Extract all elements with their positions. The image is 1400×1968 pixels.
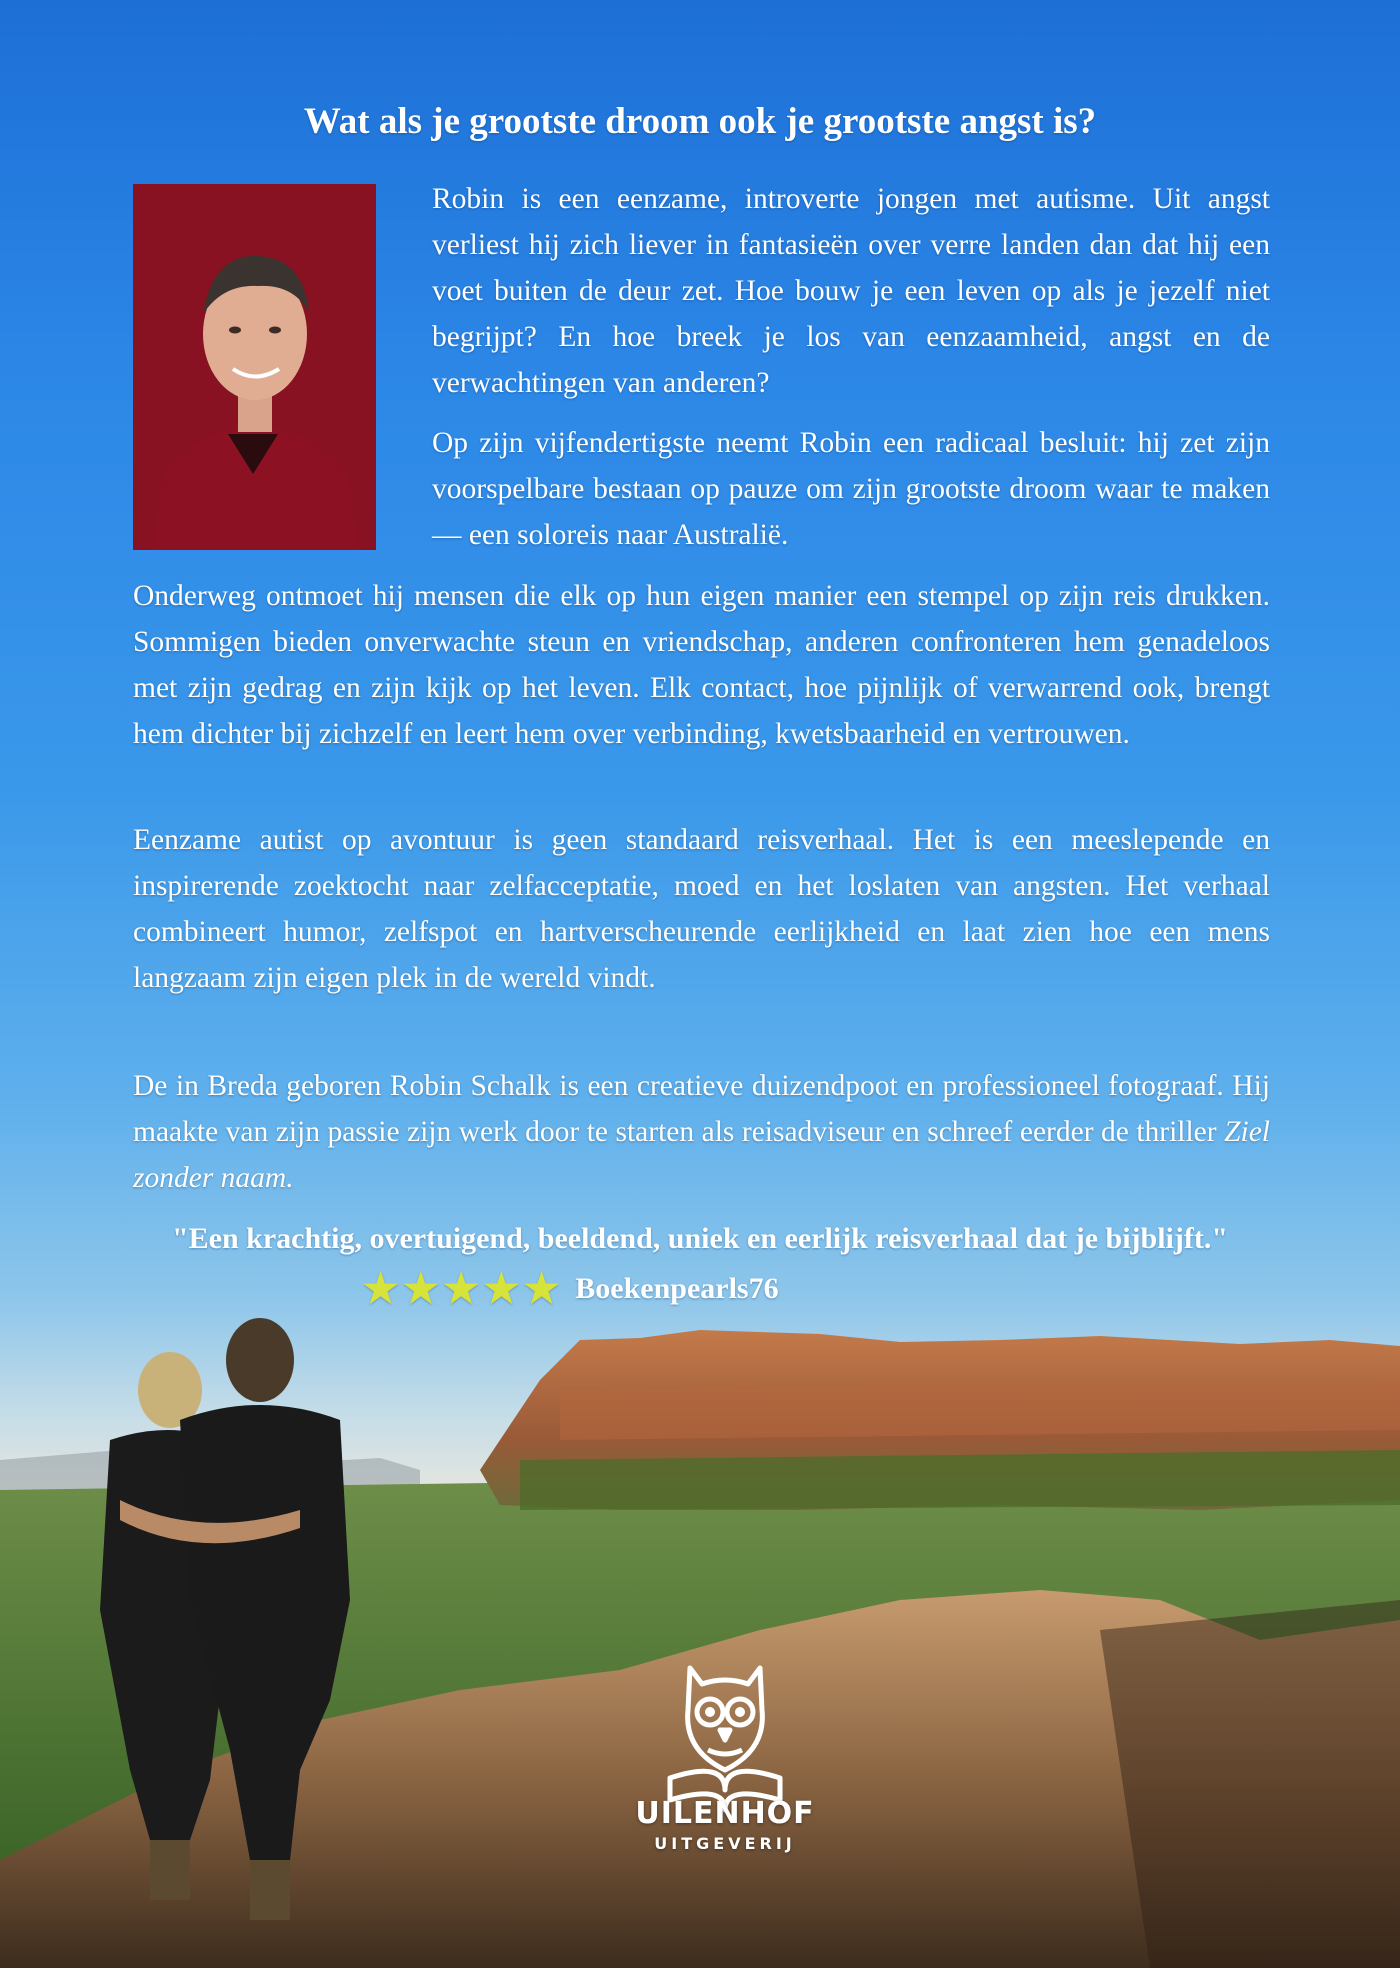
intro-paragraph: Robin is een eenzame, introverte jongen met autisme. Uit angst verliest hij zich liever in fantasieën over verre landen dan dat hij een voet buiten de deur zet. Hoe bouw je een leven op als je jezelf niet begrijpt? En hoe breek je los van eenzaamheid, angst en de verwachtingen van anderen? (432, 183, 1270, 399)
previous-book-title: Ziel zonder naam. (133, 1116, 1270, 1194)
reviewer-name: Boekenpearls76 (575, 1272, 779, 1305)
decision-paragraph: Op zijn vijfendertigste neemt Robin een radicaal besluit: hij zet zijn voorspelbare bestaan op pauze om zijn grootste droom waar te maken — een soloreis naar Australië. (432, 427, 1270, 551)
cover-headline: Wat als je grootste droom ook je grootste angst is? (303, 101, 1097, 142)
star-icon: ★ (521, 1263, 563, 1314)
star-icon: ★ (480, 1263, 522, 1314)
review-rating (360, 1264, 779, 1314)
star-icon: ★ (400, 1263, 442, 1314)
author-photo (133, 184, 376, 550)
star-icon: ★ (360, 1263, 402, 1314)
review-quote: "Een krachtig, overtuigend, beeldend, uniek en eerlijk reisverhaal dat je bijblijft." (171, 1222, 1229, 1255)
author-bio-text: De in Breda geboren Robin Schalk is een creatieve duizendpoot en professioneel fotograaf. Hij maakte van zijn passie zijn werk door te starten als reisadviseur en schreef eerder de thriller (133, 1070, 1270, 1148)
journey-paragraph: Onderweg ontmoet hij mensen die elk op hun eigen manier een stempel op zijn reis drukken. Sommigen bieden onverwachte steun en vriendschap, anderen confronteren hem genadeloos met zijn gedrag en zijn kijk op het leven. Elk contact, hoe pijnlijk of verwarrend ook, brengt hem dichter bij zichzelf en leert hem over verbinding, kwetsbaarheid en vertrouwen. (133, 580, 1270, 750)
publisher-name: UILENHOF (635, 1796, 815, 1831)
summary-paragraph: Eenzame autist op avontuur is geen standaard reisverhaal. Het is een meeslepende en inspirerende zoektocht naar zelfacceptatie, moed en het loslaten van angsten. Het verhaal combineert humor, zelfspot en hartverscheurende eerlijkheid en laat zien hoe een mens langzaam zijn eigen plek in de wereld vindt. (133, 824, 1270, 994)
author-bio-paragraph (133, 1063, 1270, 1201)
publisher-subtitle: UITGEVERIJ (654, 1834, 796, 1853)
star-rating (360, 1263, 563, 1314)
star-icon: ★ (440, 1263, 482, 1314)
